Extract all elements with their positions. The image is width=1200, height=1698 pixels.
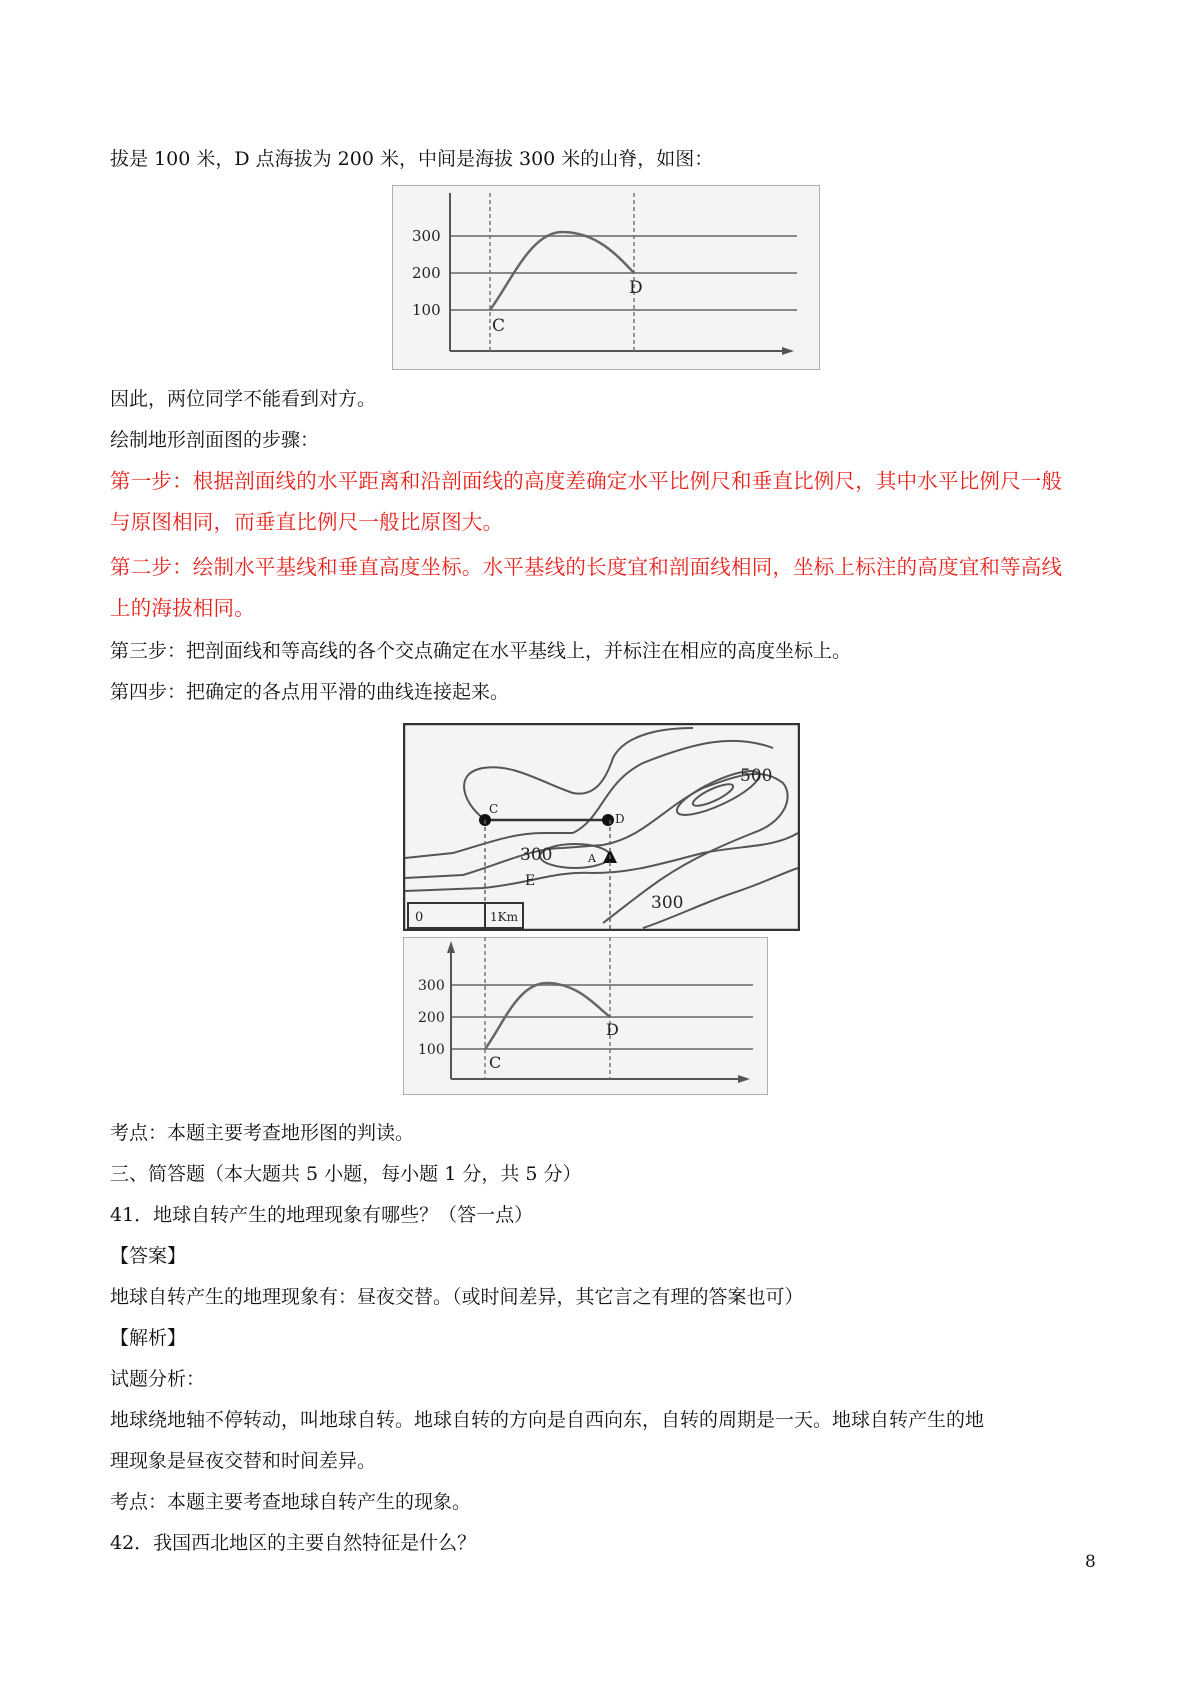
text-line: 理现象是昼夜交替和时间差异。: [110, 1450, 377, 1472]
profile-chart-bottom: [403, 937, 768, 1095]
profile-chart-top: [392, 185, 820, 370]
step-text: 上的海拔相同。: [110, 596, 255, 620]
text-line: 绘制地形剖面图的步骤：: [110, 429, 320, 451]
y-tick-label: 200: [412, 264, 441, 282]
point-label-c: C: [492, 316, 506, 336]
text-line: 拔是 100 米，D 点海拔为 200 米，中间是海拔 300 米的山脊，如图：: [110, 148, 714, 170]
step-text: 第四步：把确定的各点用平滑的曲线连接起来。: [110, 681, 510, 703]
point-label-d: D: [606, 1020, 619, 1039]
text-line: 试题分析：: [110, 1368, 206, 1390]
answer-text: 地球自转产生的地理现象有：昼夜交替。（或时间差异，其它言之有理的答案也可）: [110, 1286, 804, 1308]
question: 41．地球自转产生的地理现象有哪些？（答一点）: [110, 1204, 534, 1226]
step-text: 第三步：把剖面线和等高线的各个交点确定在水平基线上，并标注在相应的高度坐标上。: [110, 640, 852, 662]
y-tick-label: 300: [418, 978, 445, 994]
text-line: 考点：本题主要考查地球自转产生的现象。: [110, 1491, 472, 1513]
step-text: 第一步：根据剖面线的水平距离和沿剖面线的高度差确定水平比例尺和垂直比例尺，其中水平比例尺一般: [110, 469, 1063, 493]
y-tick-label: 100: [418, 1042, 445, 1058]
text-line: 因此，两位同学不能看到对方。: [110, 388, 377, 410]
y-tick-label: 200: [418, 1010, 445, 1026]
scale-zero: 0: [415, 910, 424, 925]
point-label-d: D: [615, 812, 625, 826]
y-tick-label: 100: [412, 301, 441, 319]
page-number: 8: [1085, 1552, 1096, 1572]
analysis-heading: 【解析】: [110, 1327, 187, 1349]
step-text: 与原图相同，而垂直比例尺一般比原图大。: [110, 510, 504, 534]
contour-label-300: 300: [651, 893, 684, 913]
contour-label-500: 500: [740, 766, 773, 786]
section-heading: 三、简答题（本大题共 5 小题，每小题 1 分，共 5 分）: [110, 1163, 582, 1185]
point-label-d: D: [629, 278, 643, 298]
text-line: 考点：本题主要考查地形图的判读。: [110, 1122, 415, 1144]
point-label-a: A: [588, 852, 596, 865]
text-line: 地球绕地轴不停转动，叫地球自转。地球自转的方向是自西向东，自转的周期是一天。地球自转产生的地: [110, 1409, 985, 1431]
contour-label-300: 300: [520, 845, 553, 865]
point-label-c: C: [489, 1053, 502, 1072]
contour-map: [403, 723, 800, 931]
step-text: 第二步：绘制水平基线和垂直高度坐标。水平基线的长度宜和剖面线相同，坐标上标注的高度宜和等高线: [110, 555, 1063, 579]
question: 42．我国西北地区的主要自然特征是什么？: [110, 1532, 477, 1554]
y-tick-label: 300: [412, 227, 441, 245]
scale-unit: 1Km: [490, 910, 518, 924]
point-label-c: C: [489, 802, 499, 816]
point-label-e: E: [525, 873, 536, 889]
answer-heading: 【答案】: [110, 1245, 187, 1267]
